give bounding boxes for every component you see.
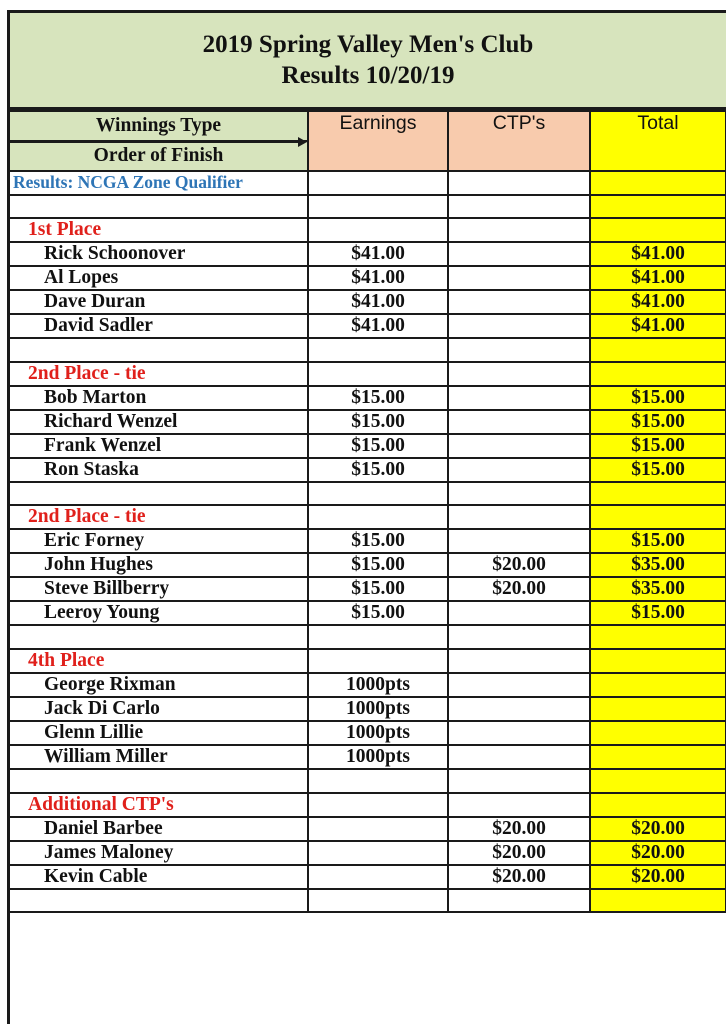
ctp-value: [448, 697, 590, 721]
ctp-cell: [448, 362, 590, 386]
player-name: David Sadler: [10, 314, 308, 338]
earnings-value: $15.00: [308, 434, 448, 458]
earnings-value: $15.00: [308, 577, 448, 601]
earnings-cell: [308, 171, 448, 195]
player-name: Leeroy Young: [10, 601, 308, 625]
earnings-cell: [308, 218, 448, 242]
blank-row: [10, 482, 726, 506]
arrow-right-icon: [298, 137, 307, 147]
earnings-value: $15.00: [308, 601, 448, 625]
ctp-cell: [448, 505, 590, 529]
earnings-cell: [308, 649, 448, 673]
total-value: $20.00: [590, 841, 726, 865]
ctp-value: $20.00: [448, 841, 590, 865]
section-title: Additional CTP's: [10, 793, 308, 817]
name-cell: [10, 889, 308, 913]
total-value: $15.00: [590, 458, 726, 482]
ctp-value: [448, 290, 590, 314]
ctp-value: [448, 721, 590, 745]
player-row: [10, 865, 726, 889]
earnings-value: $41.00: [308, 242, 448, 266]
player-row: [10, 386, 726, 410]
player-name: Rick Schoonover: [10, 242, 308, 266]
player-name: James Maloney: [10, 841, 308, 865]
player-name: Bob Marton: [10, 386, 308, 410]
section-row: [10, 649, 726, 673]
earnings-value: [308, 841, 448, 865]
player-name: Glenn Lillie: [10, 721, 308, 745]
total-cell: [590, 362, 726, 386]
player-name: Al Lopes: [10, 266, 308, 290]
ctp-value: [448, 529, 590, 553]
total-value: $35.00: [590, 553, 726, 577]
ctp-value: $20.00: [448, 553, 590, 577]
header-ctps: CTP's: [448, 111, 590, 171]
ctp-value: [448, 314, 590, 338]
total-value: $41.00: [590, 242, 726, 266]
total-value: [590, 697, 726, 721]
ctp-cell: [448, 171, 590, 195]
ctp-value: [448, 434, 590, 458]
ctp-cell: [448, 338, 590, 362]
earnings-value: $15.00: [308, 458, 448, 482]
ctp-cell: [448, 625, 590, 649]
title-date: Results 10/20/19: [281, 62, 455, 89]
ctp-cell: [448, 218, 590, 242]
name-cell: [10, 195, 308, 219]
earnings-value: $15.00: [308, 386, 448, 410]
earnings-value: 1000pts: [308, 721, 448, 745]
earnings-cell: [308, 889, 448, 913]
total-value: $41.00: [590, 266, 726, 290]
total-cell: [590, 769, 726, 793]
player-row: [10, 601, 726, 625]
total-cell: [590, 338, 726, 362]
earnings-value: $41.00: [308, 314, 448, 338]
ctp-value: [448, 458, 590, 482]
earnings-value: 1000pts: [308, 673, 448, 697]
ctp-value: [448, 242, 590, 266]
player-row: [10, 242, 726, 266]
earnings-cell: [308, 482, 448, 506]
total-value: $15.00: [590, 410, 726, 434]
total-cell: [590, 505, 726, 529]
total-cell: [590, 889, 726, 913]
header-order-of-finish: Order of Finish: [10, 141, 308, 171]
player-row: [10, 721, 726, 745]
results-sheet: [7, 10, 726, 1024]
name-cell: [10, 625, 308, 649]
earnings-value: 1000pts: [308, 697, 448, 721]
player-name: Steve Billberry: [10, 577, 308, 601]
section-title: 2nd Place - tie: [10, 362, 308, 386]
ctp-value: $20.00: [448, 865, 590, 889]
player-row: [10, 266, 726, 290]
blank-row: [10, 195, 726, 219]
blank-row: [10, 625, 726, 649]
ctp-value: [448, 266, 590, 290]
ctp-value: [448, 745, 590, 769]
total-value: $20.00: [590, 817, 726, 841]
header-total: Total: [590, 111, 726, 171]
total-value: [590, 673, 726, 697]
total-value: $35.00: [590, 577, 726, 601]
total-cell: [590, 649, 726, 673]
ctp-cell: [448, 889, 590, 913]
total-value: $20.00: [590, 865, 726, 889]
header-row-1: [10, 111, 726, 141]
ctp-cell: [448, 195, 590, 219]
name-cell: [10, 482, 308, 506]
player-name: George Rixman: [10, 673, 308, 697]
player-row: [10, 314, 726, 338]
player-row: [10, 434, 726, 458]
total-cell: [590, 171, 726, 195]
total-cell: [590, 218, 726, 242]
ctp-cell: [448, 769, 590, 793]
total-value: $41.00: [590, 314, 726, 338]
earnings-value: [308, 817, 448, 841]
earnings-value: 1000pts: [308, 745, 448, 769]
total-value: [590, 745, 726, 769]
earnings-cell: [308, 793, 448, 817]
player-name: Daniel Barbee: [10, 817, 308, 841]
ctp-cell: [448, 482, 590, 506]
ctp-value: $20.00: [448, 817, 590, 841]
ctp-cell: [448, 793, 590, 817]
player-row: [10, 529, 726, 553]
ctp-value: [448, 386, 590, 410]
section-row: [10, 505, 726, 529]
player-name: Dave Duran: [10, 290, 308, 314]
earnings-value: $15.00: [308, 529, 448, 553]
earnings-value: $15.00: [308, 410, 448, 434]
blank-row: [10, 889, 726, 913]
total-cell: [590, 793, 726, 817]
player-row: [10, 577, 726, 601]
ctp-value: [448, 410, 590, 434]
total-cell: [590, 625, 726, 649]
ctp-cell: [448, 649, 590, 673]
total-value: $15.00: [590, 601, 726, 625]
section-row: [10, 793, 726, 817]
player-name: Eric Forney: [10, 529, 308, 553]
player-row: [10, 553, 726, 577]
player-row: [10, 673, 726, 697]
results-label-row: [10, 171, 726, 195]
player-row: [10, 817, 726, 841]
section-title: 4th Place: [10, 649, 308, 673]
total-value: [590, 721, 726, 745]
player-row: [10, 697, 726, 721]
total-value: $15.00: [590, 529, 726, 553]
player-row: [10, 841, 726, 865]
earnings-cell: [308, 338, 448, 362]
ctp-value: [448, 673, 590, 697]
earnings-cell: [308, 625, 448, 649]
earnings-value: [308, 865, 448, 889]
earnings-cell: [308, 362, 448, 386]
earnings-value: $41.00: [308, 266, 448, 290]
player-row: [10, 745, 726, 769]
header-arrow-line: [10, 141, 302, 143]
total-value: $15.00: [590, 434, 726, 458]
sheet-title: [10, 13, 726, 110]
header-winnings-type: Winnings Type: [10, 111, 308, 141]
name-cell: [10, 338, 308, 362]
total-value: $15.00: [590, 386, 726, 410]
section-title: 1st Place: [10, 218, 308, 242]
player-name: Kevin Cable: [10, 865, 308, 889]
total-value: $41.00: [590, 290, 726, 314]
results-table: [10, 110, 726, 913]
earnings-cell: [308, 769, 448, 793]
earnings-value: $41.00: [308, 290, 448, 314]
section-row: [10, 362, 726, 386]
player-name: William Miller: [10, 745, 308, 769]
earnings-cell: [308, 505, 448, 529]
header-earnings: Earnings: [308, 111, 448, 171]
blank-row: [10, 769, 726, 793]
player-name: John Hughes: [10, 553, 308, 577]
total-cell: [590, 482, 726, 506]
ctp-value: [448, 601, 590, 625]
earnings-cell: [308, 195, 448, 219]
section-title: 2nd Place - tie: [10, 505, 308, 529]
blank-row: [10, 338, 726, 362]
title-club: 2019 Spring Valley Men's Club: [202, 31, 534, 58]
player-row: [10, 458, 726, 482]
total-cell: [590, 195, 726, 219]
ctp-value: $20.00: [448, 577, 590, 601]
earnings-value: $15.00: [308, 553, 448, 577]
results-label: Results: NCGA Zone Qualifier: [10, 171, 308, 195]
player-name: Frank Wenzel: [10, 434, 308, 458]
player-name: Ron Staska: [10, 458, 308, 482]
section-row: [10, 218, 726, 242]
player-row: [10, 290, 726, 314]
player-row: [10, 410, 726, 434]
player-name: Jack Di Carlo: [10, 697, 308, 721]
name-cell: [10, 769, 308, 793]
player-name: Richard Wenzel: [10, 410, 308, 434]
